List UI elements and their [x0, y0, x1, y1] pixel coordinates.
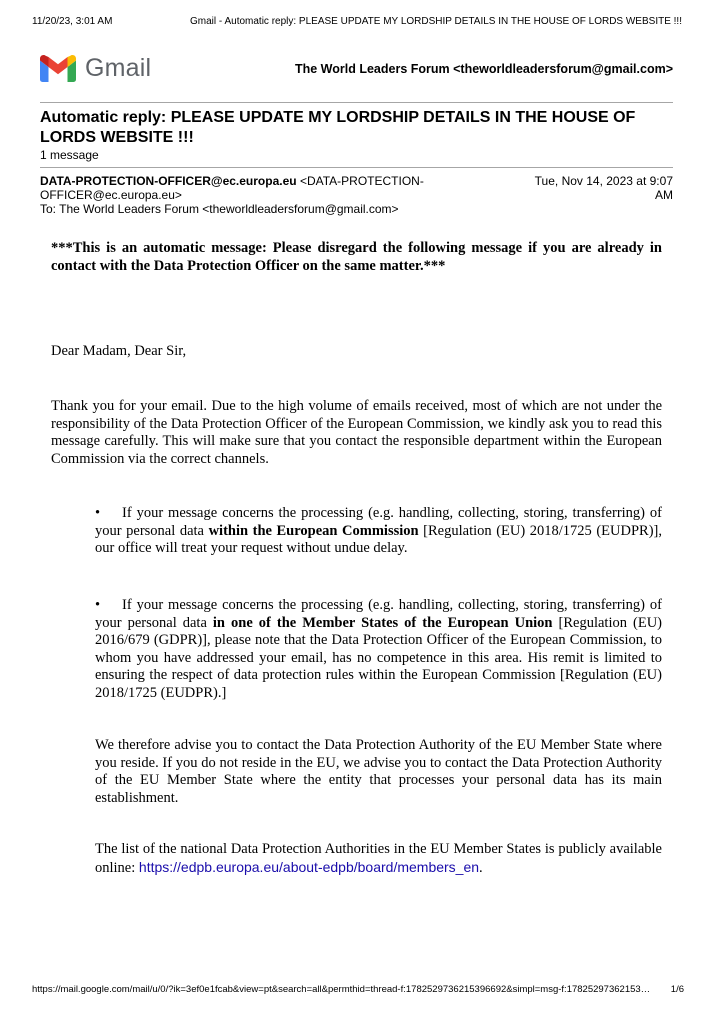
print-url: https://mail.google.com/mail/u/0/?ik=3ef0e1fcab&view=pt&search=all&permthid=thread-f:1782529736215396692&simpl=msg-f:17825297362153…: [32, 984, 651, 995]
bullet-text: If your message concerns the processing (e.g. handling, collecting, storing, transferring) of your personal data: [95, 597, 662, 631]
period: .: [479, 859, 483, 876]
sender-address: DATA-PROTECTION-OFFICER@ec.europa.eu: [40, 174, 297, 188]
email-subject: Automatic reply: PLEASE UPDATE MY LORDSHIP DETAILS IN THE HOUSE OF LORDS WEBSITE !!!: [40, 109, 636, 146]
bullet-text: [Regulation (EU) 2018/1725 (EUDPR)], our office will treat your request without undue delay.: [95, 522, 662, 556]
advice-paragraph: We therefore advise you to contact the Data Protection Authority of the EU Member State where you reside. If you do not reside in the EU, we advise you to contact the Data Protection Authority of the EU Member State where the entity that processes your personal data has its main establishment.: [95, 737, 662, 806]
intro-paragraph: Thank you for your email. Due to the high volume of emails received, most of which are not under the responsibility of the Data Protection Officer of the European Commission, we kindly ask you to read this message carefully. This will make sure that you contact the responsible department within the European Commission via the correct channels.: [51, 398, 662, 467]
authorities-text: The list of the national Data Protection Authorities in the EU Member States is publicly available online:: [95, 841, 662, 876]
divider: [40, 102, 673, 103]
bullet-emphasis: in one of the Member States of the European Union: [212, 614, 553, 631]
print-header: [32, 16, 682, 27]
gmail-m-icon: [40, 55, 76, 82]
greeting: Dear Madam, Dear Sir,: [51, 343, 187, 359]
sender: [40, 174, 440, 202]
print-footer: [32, 984, 684, 995]
recipient: To: The World Leaders Forum <theworldleadersforum@gmail.com>: [40, 202, 399, 216]
list-item: [95, 597, 662, 702]
bullet-text: [Regulation (EU) 2016/679 (GDPR)], please note that the Data Protection Officer of the European Commission, to whom you have addressed your email, has no competence in this area. His remit is limited to ensuring the respect of data protection rules within the European Commission [Regulation (EU) 2018/1725 (EUDPR).]: [95, 614, 662, 701]
brand-name: Gmail: [85, 54, 152, 82]
bullet-emphasis: within the European Commission: [208, 522, 419, 539]
divider: [40, 167, 673, 168]
authorities-paragraph: [95, 841, 662, 877]
account-label: The World Leaders Forum <theworldleadersforum@gmail.com>: [294, 62, 673, 76]
sender-full-address: <DATA-PROTECTION-OFFICER@ec.europa.eu>: [40, 174, 424, 202]
print-datetime: 11/20/23, 3:01 AM: [32, 16, 113, 27]
bullet-icon: •: [95, 597, 101, 613]
message-date: Tue, Nov 14, 2023 at 9:07 AM: [534, 174, 673, 202]
bullet-text: If your message concerns the processing (e.g. handling, collecting, storing, transferring) of your personal data: [95, 505, 662, 539]
auto-message-notice: ***This is an automatic message: Please disregard the following message if you are already in contact with the Data Protection Officer on the same matter.***: [51, 240, 662, 274]
gmail-logo: [40, 54, 151, 83]
page-number: 1/6: [670, 984, 684, 995]
print-title: Gmail - Automatic reply: PLEASE UPDATE MY LORDSHIP DETAILS IN THE HOUSE OF LORDS WEBSITE !!!: [190, 16, 682, 27]
edpb-members-link[interactable]: https://edpb.europa.eu/about-edpb/board/members_en: [138, 858, 480, 875]
bullet-icon: •: [95, 505, 101, 521]
message-count: 1 message: [40, 148, 99, 162]
list-item: [95, 505, 662, 558]
